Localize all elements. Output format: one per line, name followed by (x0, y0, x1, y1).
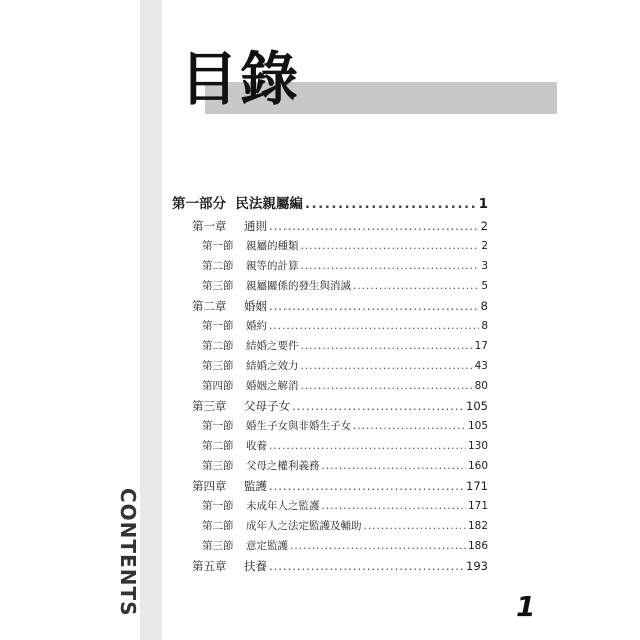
toc-entry-title: 婚生子女與非婚生子女 (246, 420, 351, 432)
toc-entry-page: 193 (466, 559, 488, 573)
toc-entry-page: 105 (466, 399, 488, 413)
toc-entry-label (192, 478, 267, 494)
toc-part-row[interactable] (172, 192, 488, 214)
toc-entry-page: 17 (474, 340, 488, 352)
toc-entry-label (202, 338, 299, 353)
table-of-contents (172, 192, 488, 578)
toc-entry-number: 第四節 (202, 380, 234, 392)
toc-entry-page: 171 (466, 479, 488, 493)
side-label: CONTENTS (116, 488, 140, 617)
toc-section-row[interactable] (172, 418, 488, 438)
toc-entry-label (192, 398, 290, 414)
toc-entry-label (202, 278, 351, 293)
toc-dot-leader (301, 260, 480, 272)
toc-dot-leader (269, 559, 464, 573)
toc-entry-number: 第一部分 (172, 196, 226, 212)
toc-entry-title: 結婚之要件 (246, 340, 299, 352)
toc-entry-number: 第三節 (202, 360, 234, 372)
toc-dot-leader (269, 299, 479, 313)
toc-dot-leader (353, 420, 466, 432)
toc-entry-page: 1 (478, 196, 488, 212)
toc-entry-label (202, 418, 351, 433)
toc-entry-label (202, 518, 362, 533)
toc-section-row[interactable] (172, 458, 488, 478)
toc-section-row[interactable] (172, 538, 488, 558)
toc-dot-leader (322, 460, 466, 472)
toc-dot-leader (305, 196, 477, 212)
toc-entry-number: 第三節 (202, 460, 234, 472)
toc-entry-page: 80 (474, 380, 488, 392)
toc-entry-label (202, 238, 299, 253)
toc-entry-title: 親等的計算 (246, 260, 299, 272)
toc-entry-label (202, 258, 299, 273)
toc-entry-title: 親屬關係的發生與消滅 (246, 280, 351, 292)
toc-entry-page: 2 (480, 219, 488, 233)
toc-entry-page: 8 (480, 299, 488, 313)
toc-chapter-row[interactable] (172, 478, 488, 498)
toc-entry-title: 結婚之效力 (246, 360, 299, 372)
toc-dot-leader (301, 380, 473, 392)
toc-entry-number: 第一節 (202, 240, 234, 252)
toc-entry-page: 186 (467, 540, 488, 552)
toc-entry-label (202, 458, 320, 473)
toc-entry-label (202, 538, 288, 553)
toc-entry-title: 婚姻 (244, 299, 267, 313)
toc-chapter-row[interactable] (172, 298, 488, 318)
toc-entry-page: 160 (467, 460, 488, 472)
toc-entry-number: 第一節 (202, 500, 234, 512)
toc-entry-label (192, 298, 267, 314)
toc-dot-leader (301, 340, 473, 352)
toc-dot-leader (301, 240, 480, 252)
toc-dot-leader (353, 280, 479, 292)
toc-entry-title: 父母子女 (244, 399, 290, 413)
toc-entry-number: 第五章 (192, 559, 227, 573)
toc-entry-number: 第三節 (202, 540, 234, 552)
toc-entry-label (172, 192, 303, 212)
toc-entry-page: 5 (481, 280, 488, 292)
toc-entry-number: 第三章 (192, 399, 227, 413)
toc-entry-title: 婚姻之解消 (246, 380, 299, 392)
toc-entry-number: 第二節 (202, 260, 234, 272)
toc-section-row[interactable] (172, 238, 488, 258)
toc-entry-number: 第一節 (202, 320, 234, 332)
toc-dot-leader (269, 479, 464, 493)
toc-entry-title: 監護 (244, 479, 267, 493)
toc-dot-leader (269, 320, 479, 332)
toc-entry-title: 未成年人之監護 (246, 500, 320, 512)
toc-entry-title: 收養 (246, 440, 267, 452)
toc-dot-leader (290, 540, 466, 552)
toc-entry-title: 父母之權利義務 (246, 460, 320, 472)
toc-section-row[interactable] (172, 518, 488, 538)
toc-dot-leader (364, 520, 466, 532)
toc-entry-page: 171 (467, 500, 488, 512)
toc-entry-number: 第二節 (202, 520, 234, 532)
toc-entry-page: 105 (467, 420, 488, 432)
toc-section-row[interactable] (172, 258, 488, 278)
toc-chapter-row[interactable] (172, 558, 488, 578)
toc-section-row[interactable] (172, 278, 488, 298)
toc-entry-title: 意定監護 (246, 540, 288, 552)
toc-section-row[interactable] (172, 438, 488, 458)
side-bar (140, 0, 162, 640)
toc-entry-label (192, 558, 267, 574)
toc-entry-page: 8 (481, 320, 488, 332)
toc-dot-leader (269, 440, 466, 452)
toc-chapter-row[interactable] (172, 218, 488, 238)
toc-entry-number: 第四章 (192, 479, 227, 493)
toc-entry-title: 通則 (244, 219, 267, 233)
toc-entry-number: 第一節 (202, 420, 234, 432)
page-title: 目錄 (180, 45, 301, 113)
toc-entry-page: 182 (467, 520, 488, 532)
toc-entry-number: 第二章 (192, 299, 227, 313)
toc-entry-title: 扶養 (244, 559, 267, 573)
toc-entry-label (202, 378, 299, 393)
toc-entry-number: 第二節 (202, 340, 234, 352)
toc-chapter-row[interactable] (172, 398, 488, 418)
toc-section-row[interactable] (172, 498, 488, 518)
toc-entry-number: 第二節 (202, 440, 234, 452)
toc-entry-page: 43 (474, 360, 488, 372)
toc-section-row[interactable] (172, 358, 488, 378)
toc-dot-leader (322, 500, 466, 512)
toc-dot-leader (269, 219, 479, 233)
toc-dot-leader (292, 399, 464, 413)
toc-entry-label (202, 498, 320, 513)
toc-entry-label (202, 318, 267, 333)
toc-entry-number: 第一章 (192, 219, 227, 233)
toc-entry-title: 婚約 (246, 320, 267, 332)
toc-section-row[interactable] (172, 378, 488, 398)
toc-entry-title: 親屬的種類 (246, 240, 299, 252)
toc-entry-page: 130 (467, 440, 488, 452)
toc-section-row[interactable] (172, 318, 488, 338)
toc-entry-title: 成年人之法定監護及輔助 (246, 520, 362, 532)
toc-entry-label (192, 218, 267, 234)
toc-section-row[interactable] (172, 338, 488, 358)
toc-entry-title: 民法親屬編 (235, 196, 303, 212)
toc-entry-number: 第三節 (202, 280, 234, 292)
toc-entry-page: 2 (481, 240, 488, 252)
toc-entry-label (202, 438, 267, 453)
toc-entry-label (202, 358, 299, 373)
toc-dot-leader (301, 360, 473, 372)
toc-entry-page: 3 (481, 260, 488, 272)
page-number: 1 (516, 590, 536, 623)
